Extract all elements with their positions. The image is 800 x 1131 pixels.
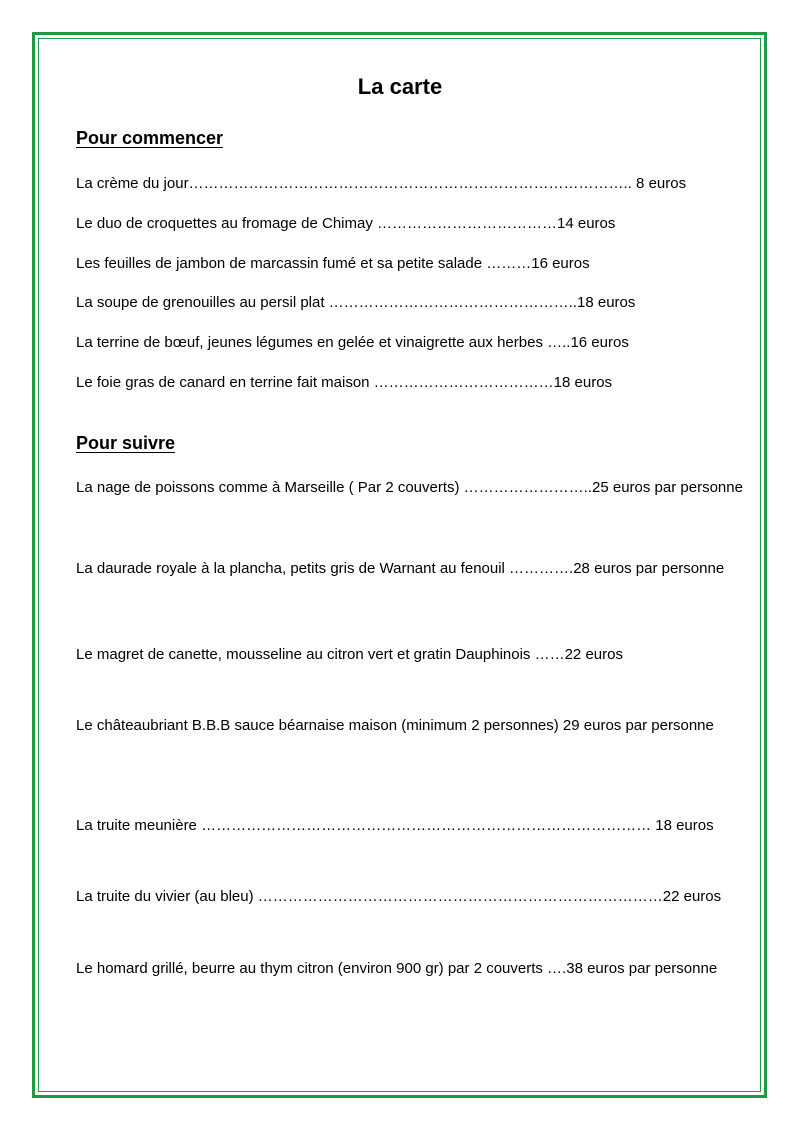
- menu-item: La terrine de bœuf, jeunes légumes en gelée et vinaigrette aux herbes …..16 euros: [76, 334, 629, 351]
- section-heading-mains: Pour suivre: [76, 433, 176, 453]
- menu-title: La carte: [357, 74, 443, 99]
- menu-item: La nage de poissons comme à Marseille ( Par 2 couverts) ……………………..25 euros par personne: [76, 479, 743, 496]
- menu-item: La truite du vivier (au bleu) ………………………………………………………………………22 euros: [76, 888, 722, 905]
- menu-item: La truite meunière ……………………………………………………………………………… 18 euros: [76, 817, 714, 834]
- menu-item: Le magret de canette, mousseline au citron vert et gratin Dauphinois ……22 euros: [76, 646, 623, 663]
- menu-item: Le foie gras de canard en terrine fait maison ………………………………18 euros: [76, 374, 613, 391]
- menu-item: La crème du jour…………………………………………………………………………….. 8 euros: [76, 175, 687, 192]
- menu-item: Le homard grillé, beurre au thym citron (environ 900 gr) par 2 couverts ….38 euros par personne: [76, 960, 718, 977]
- menu-item: La soupe de grenouilles au persil plat …………………………………………..18 euros: [76, 294, 636, 311]
- menu-item: Le châteaubriant B.B.B sauce béarnaise maison (minimum 2 personnes) 29 euros par personne: [76, 717, 714, 734]
- menu-item: La daurade royale à la plancha, petits gris de Warnant au fenouil ………….28 euros par personne: [76, 560, 725, 577]
- section-heading-starters: Pour commencer: [76, 128, 224, 148]
- menu-item: Le duo de croquettes au fromage de Chimay ………………………………14 euros: [76, 215, 616, 232]
- menu-item: Les feuilles de jambon de marcassin fumé et sa petite salade ………16 euros: [76, 255, 590, 272]
